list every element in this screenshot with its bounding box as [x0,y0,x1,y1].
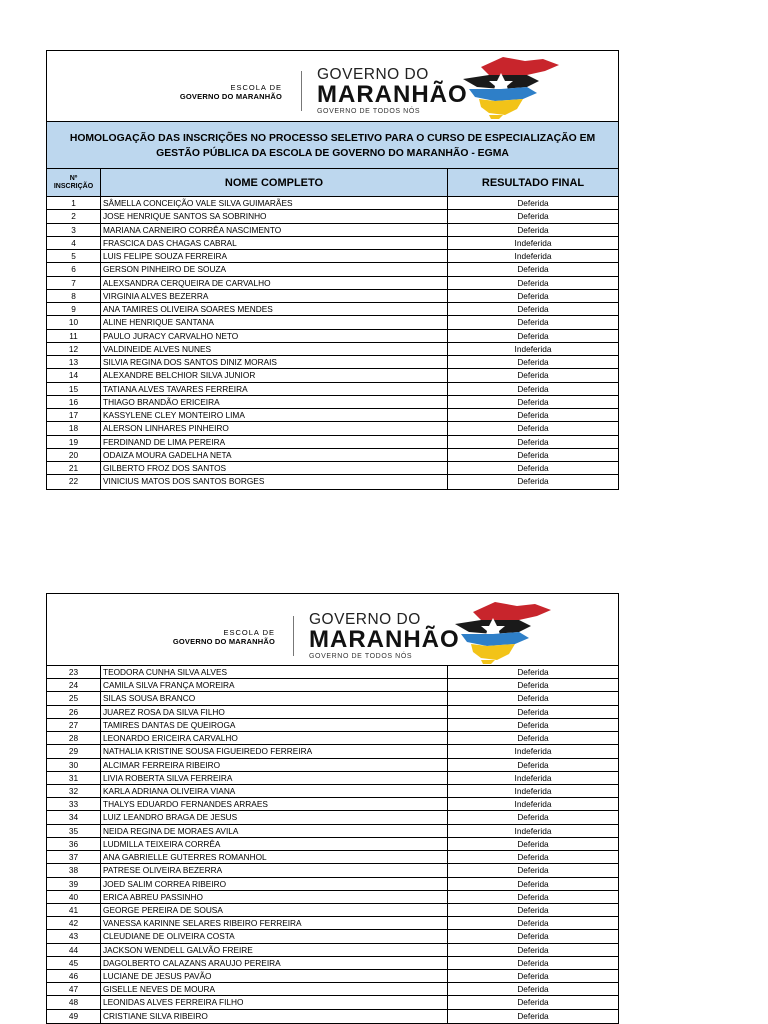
table-row [47,785,618,798]
name-cell: ALERSON LINHARES PINHEIRO [101,422,448,434]
result-cell: Deferida [517,264,549,275]
inscricao-cell: 17 [47,409,101,421]
name-cell: FERDINAND DE LIMA PEREIRA [101,436,448,448]
escola-de-governo-label: ESCOLA DE GOVERNO DO MARANHÃO [179,83,282,101]
escola-de-governo-label: ESCOLA DE GOVERNO DO MARANHÃO [172,628,275,646]
inscricao-cell: 18 [47,422,101,434]
result-cell: Deferida [517,878,549,889]
inscricao-cell: 23 [47,666,101,678]
inscricao-cell: 40 [47,891,101,903]
name-cell: TATIANA ALVES TAVARES FERREIRA [101,383,448,395]
inscricao-cell: 1 [47,197,101,209]
inscricao-cell: 16 [47,396,101,408]
name-cell: ALEXANDRE BELCHIOR SILVA JUNIOR [101,369,448,381]
result-cell: Deferida [517,410,549,420]
result-cell: Indeferida [514,237,552,248]
table-row [47,970,618,983]
result-cell: Deferida [517,476,549,487]
inscricao-cell: 43 [47,930,101,942]
name-cell: THIAGO BRANDÃO ERICEIRA [101,396,448,408]
table-row [47,878,618,891]
name-cell: GEORGE PEREIRA DE SOUSA [101,904,448,916]
name-cell: LUDMILLA TEIXEIRA CORRÊA [101,838,448,850]
result-cell: Deferida [517,224,549,235]
result-cell: Deferida [517,370,549,381]
name-cell: MARIANA CARNEIRO CORRÊA NASCIMENTO [101,224,448,236]
name-cell: ALCIMAR FERREIRA RIBEIRO [101,759,448,771]
inscricao-cell: 35 [47,825,101,837]
maranhao-state-map-icon [441,53,591,119]
table-row [47,957,618,970]
table-row [47,356,618,369]
name-cell: LEONIDAS ALVES FERREIRA FILHO [101,996,448,1008]
result-cell: Deferida [517,396,549,407]
table-row [47,838,618,851]
name-cell: ERICA ABREU PASSINHO [101,891,448,903]
table-row [47,277,618,290]
result-cell: Deferida [517,706,549,717]
table-row [47,996,618,1009]
table-row [47,369,618,382]
name-cell: JOSE HENRIQUE SANTOS SA SOBRINHO [101,210,448,222]
inscricao-cell: 45 [47,957,101,969]
inscricao-cell: 41 [47,904,101,916]
name-cell: SÂMELLA CONCEIÇÃO VALE SILVA GUIMARÃES [101,197,448,209]
logo-divider [293,616,294,656]
result-cell: Deferida [517,290,549,301]
name-cell: DAGOLBERTO CALAZANS ARAUJO PEREIRA [101,957,448,969]
name-cell: KASSYLENE CLEY MONTEIRO LIMA [101,409,448,421]
name-cell: LUIZ LEANDRO BRAGA DE JESUS [101,811,448,823]
inscricao-cell: 13 [47,356,101,368]
result-cell: Deferida [517,733,549,744]
result-cell: Deferida [517,957,549,968]
table-body [47,666,618,1023]
table-row [47,462,618,475]
name-cell: ALEXSANDRA CERQUEIRA DE CARVALHO [101,277,448,289]
name-cell: ALINE HENRIQUE SANTANA [101,316,448,328]
table-row [47,436,618,449]
governo-logo-text: GOVERNO DO MARANHÃO GOVERNO DE TODOS NÓS [309,611,460,660]
inscricao-cell: 6 [47,263,101,275]
table-row [47,330,618,343]
inscricao-cell: 27 [47,719,101,731]
inscricao-cell: 36 [47,838,101,850]
letterhead [47,51,618,122]
table-row [47,732,618,745]
column-header-inscricao: Nº INSCRIÇÃO [47,169,101,196]
table-row [47,759,618,772]
name-cell: VIRGINIA ALVES BEZERRA [101,290,448,302]
inscricao-cell: 14 [47,369,101,381]
inscricao-cell: 37 [47,851,101,863]
name-cell: LUIS FELIPE SOUZA FERREIRA [101,250,448,262]
name-cell: NEIDA REGINA DE MORAES AVILA [101,825,448,837]
inscricao-cell: 31 [47,772,101,784]
result-cell: Deferida [517,436,549,447]
inscricao-cell: 12 [47,343,101,355]
table-row [47,303,618,316]
name-cell: GILBERTO FROZ DOS SANTOS [101,462,448,474]
result-cell: Deferida [517,931,549,942]
result-cell: Deferida [517,812,549,823]
result-cell: Deferida [517,918,549,929]
inscricao-cell: 7 [47,277,101,289]
table-row [47,409,618,422]
result-cell: Indeferida [514,343,552,354]
name-cell: CAMILA SILVA FRANÇA MOREIRA [101,679,448,691]
inscricao-cell: 44 [47,944,101,956]
result-cell: Indeferida [514,785,552,796]
table-row [47,825,618,838]
inscricao-cell: 39 [47,878,101,890]
table-row [47,237,618,250]
result-cell: Deferida [517,693,549,704]
inscricao-cell: 4 [47,237,101,249]
name-cell: NATHALIA KRISTINE SOUSA FIGUEIREDO FERREIRA [101,745,448,757]
name-cell: SILAS SOUSA BRANCO [101,692,448,704]
document-page-2 [46,593,619,1024]
result-cell: Deferida [517,383,549,394]
table-row [47,917,618,930]
name-cell: VINICIUS MATOS DOS SANTOS BORGES [101,475,448,488]
inscricao-cell: 21 [47,462,101,474]
result-cell: Deferida [517,667,549,677]
inscricao-cell: 9 [47,303,101,315]
name-cell: KARLA ADRIANA OLIVEIRA VIANA [101,785,448,797]
result-cell: Deferida [517,1010,549,1021]
name-cell: CRISTIANE SILVA RIBEIRO [101,1010,448,1023]
inscricao-cell: 25 [47,692,101,704]
name-cell: PAULO JURACY CARVALHO NETO [101,330,448,342]
name-cell: ANA GABRIELLE GUTERRES ROMANHOL [101,851,448,863]
table-row [47,798,618,811]
table-row [47,1010,618,1023]
inscricao-cell: 5 [47,250,101,262]
inscricao-cell: 47 [47,983,101,995]
result-cell: Deferida [517,759,549,770]
document-page-1 [46,50,619,490]
table-row [47,679,618,692]
result-cell: Indeferida [514,772,552,783]
name-cell: SILVIA REGINA DOS SANTOS DINIZ MORAIS [101,356,448,368]
table-row [47,343,618,356]
table-row [47,396,618,409]
inscricao-cell: 42 [47,917,101,929]
name-cell: PATRESE OLIVEIRA BEZERRA [101,864,448,876]
inscricao-cell: 48 [47,996,101,1008]
table-row [47,944,618,957]
table-row [47,904,618,917]
table-row [47,719,618,732]
name-cell: TEODORA CUNHA SILVA ALVES [101,666,448,678]
governo-logo-text: GOVERNO DO MARANHÃO GOVERNO DE TODOS NÓS [317,66,468,115]
result-cell: Deferida [517,198,549,208]
document-title: HOMOLOGAÇÃO DAS INSCRIÇÕES NO PROCESSO SELETIVO PARA O CURSO DE ESPECIALIZAÇÃO EM GESTÃO PÚBLICA DA ESCOLA DE GOVERNO DO MARANHÃO - EGMA [47,122,618,169]
table-row [47,983,618,996]
result-cell: Deferida [517,904,549,915]
inscricao-cell: 34 [47,811,101,823]
table-row [47,210,618,223]
inscricao-cell: 30 [47,759,101,771]
table-row [47,772,618,785]
table-body [47,197,618,489]
result-cell: Deferida [517,357,549,367]
name-cell: TAMIRES DANTAS DE QUEIROGA [101,719,448,731]
name-cell: GISELLE NEVES DE MOURA [101,983,448,995]
table-row [47,851,618,864]
table-row [47,263,618,276]
table-row [47,197,618,210]
maranhao-state-map-icon [433,598,583,664]
inscricao-cell: 8 [47,290,101,302]
inscricao-cell: 22 [47,475,101,488]
name-cell: ANA TAMIRES OLIVEIRA SOARES MENDES [101,303,448,315]
name-cell: JOED SALIM CORREA RIBEIRO [101,878,448,890]
name-cell: CLEUDIANE DE OLIVEIRA COSTA [101,930,448,942]
table-row [47,891,618,904]
table-row [47,290,618,303]
column-header-nome: NOME COMPLETO [101,169,448,196]
name-cell: JUAREZ ROSA DA SILVA FILHO [101,706,448,718]
result-cell: Deferida [517,277,549,288]
result-cell: Deferida [517,984,549,995]
inscricao-cell: 46 [47,970,101,982]
result-cell: Deferida [517,719,549,730]
name-cell: FRASCICA DAS CHAGAS CABRAL [101,237,448,249]
table-row [47,666,618,679]
result-cell: Deferida [517,865,549,876]
inscricao-cell: 33 [47,798,101,810]
table-row [47,449,618,462]
result-cell: Deferida [517,463,549,473]
inscricao-cell: 11 [47,330,101,342]
table-row [47,706,618,719]
table-row [47,692,618,705]
result-cell: Deferida [517,891,549,902]
table-row [47,811,618,824]
result-cell: Deferida [517,971,549,982]
result-cell: Deferida [517,997,549,1008]
result-cell: Deferida [517,680,549,691]
result-cell: Deferida [517,944,549,955]
name-cell: VANESSA KARINNE SELARES RIBEIRO FERREIRA [101,917,448,929]
name-cell: THALYS EDUARDO FERNANDES ARRAES [101,798,448,810]
inscricao-cell: 28 [47,732,101,744]
result-cell: Deferida [517,449,549,460]
inscricao-cell: 20 [47,449,101,461]
table-row [47,383,618,396]
name-cell: VALDINEIDE ALVES NUNES [101,343,448,355]
result-cell: Indeferida [514,825,552,836]
table-row [47,422,618,435]
table-row [47,745,618,758]
table-row [47,864,618,877]
inscricao-cell: 10 [47,316,101,328]
name-cell: JACKSON WENDELL GALVÃO FREIRE [101,944,448,956]
inscricao-cell: 2 [47,210,101,222]
table-header [47,169,618,197]
name-cell: LUCIANE DE JESUS PAVÃO [101,970,448,982]
result-cell: Deferida [517,423,549,434]
inscricao-cell: 32 [47,785,101,797]
result-cell: Indeferida [514,746,552,757]
inscricao-cell: 15 [47,383,101,395]
result-cell: Deferida [517,317,549,328]
letterhead [47,594,618,666]
inscricao-cell: 19 [47,436,101,448]
result-cell: Deferida [517,330,549,341]
table-row [47,250,618,263]
name-cell: ODAIZA MOURA GADELHA NETA [101,449,448,461]
table-row [47,930,618,943]
table-row [47,224,618,237]
inscricao-cell: 24 [47,679,101,691]
table-row [47,475,618,488]
inscricao-cell: 26 [47,706,101,718]
result-cell: Indeferida [514,799,552,810]
logo-divider [301,71,302,111]
table-row [47,316,618,329]
result-cell: Deferida [517,211,549,222]
name-cell: GERSON PINHEIRO DE SOUZA [101,263,448,275]
result-cell: Deferida [517,852,549,863]
name-cell: LIVIA ROBERTA SILVA FERREIRA [101,772,448,784]
column-header-resultado: RESULTADO FINAL [481,176,585,189]
inscricao-cell: 49 [47,1010,101,1023]
inscricao-cell: 38 [47,864,101,876]
name-cell: LEONARDO ERICEIRA CARVALHO [101,732,448,744]
result-cell: Deferida [517,304,549,314]
result-cell: Deferida [517,838,549,849]
result-cell: Indeferida [514,251,552,261]
inscricao-cell: 29 [47,745,101,757]
inscricao-cell: 3 [47,224,101,236]
